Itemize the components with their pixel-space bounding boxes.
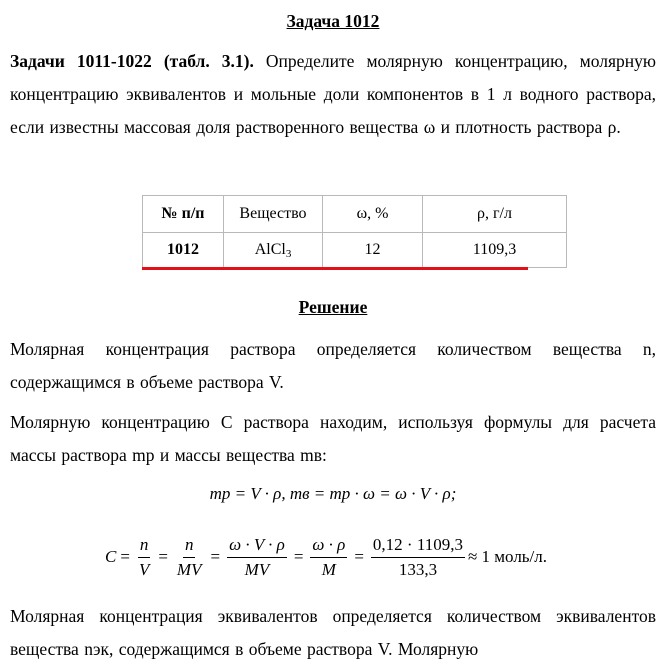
header-rho: ρ, г/л — [423, 196, 567, 233]
problem-title: Задача 1012 — [286, 11, 380, 31]
header-number: № п/п — [143, 196, 224, 233]
header-substance: Вещество — [224, 196, 323, 233]
cell-number: 1012 — [143, 233, 224, 268]
header-omega: ω, % — [323, 196, 423, 233]
substance-subscript: 3 — [285, 247, 292, 260]
fraction-4: $\frac{\omega \cdot \rho}{M}$ — [312, 534, 346, 579]
table-underline — [142, 267, 528, 270]
cell-omega: 12 — [323, 233, 423, 268]
paragraph-molar-concentration: Молярная концентрация раствора определяется количеством вещества n, содержащимся в объеме раствора V. — [10, 339, 656, 392]
formula-result: ≈ 1 моль/л. — [467, 547, 548, 566]
solution-heading: Решение — [298, 297, 368, 317]
problem-text: Определите молярную концентрацию, молярную концентрацию эквивалентов и мольные доли компонентов в 1 л водного раствора, если известны массовая доля растворенного вещества ω и плотность раствора ρ. — [10, 51, 656, 137]
cell-substance — [224, 233, 323, 268]
fraction-2: $\frac{n}{MV}$ — [176, 534, 202, 579]
formula-concentration: C = $\frac{n}{V}$ = $\frac{n}{MV}$ = $\frac{\omega \cdot V \cdot \rho}{MV}$ = $\frac{\omega \cdot \rho}{M}$ = $\frac{0,12 \cdot 1109,3}{133,3}$ ≈ 1 моль/л. — [105, 534, 548, 579]
substance-formula: AlCl — [254, 240, 286, 258]
data-table — [142, 195, 567, 268]
formula-lhs: C — [105, 547, 117, 566]
cell-rho: 1109,3 — [423, 233, 567, 268]
problem-range-label: Задачи 1011-1022 (табл. 3.1). — [10, 51, 254, 71]
problem-statement — [10, 45, 656, 144]
fraction-3: $\frac{\omega \cdot V \cdot \rho}{MV}$ — [229, 534, 285, 579]
table-header-row — [143, 196, 567, 233]
paragraph-equivalents: Молярная концентрация эквивалентов определяется количеством эквивалентов вещества nэк, содержащимся в объеме раствора V. Молярную — [10, 606, 656, 659]
fraction-5: $\frac{0,12 \cdot 1109,3}{133,3}$ — [372, 534, 463, 579]
fraction-1: $\frac{n}{V}$ — [138, 534, 150, 579]
formula-mass: mр = V · ρ, mв = mр · ω = ω · V · ρ; — [209, 484, 457, 503]
table-row — [143, 233, 567, 268]
paragraph-formulas: Молярную концентрацию С раствора находим, используя формулы для расчета массы раствора mр и массы вещества mв: — [10, 412, 656, 465]
